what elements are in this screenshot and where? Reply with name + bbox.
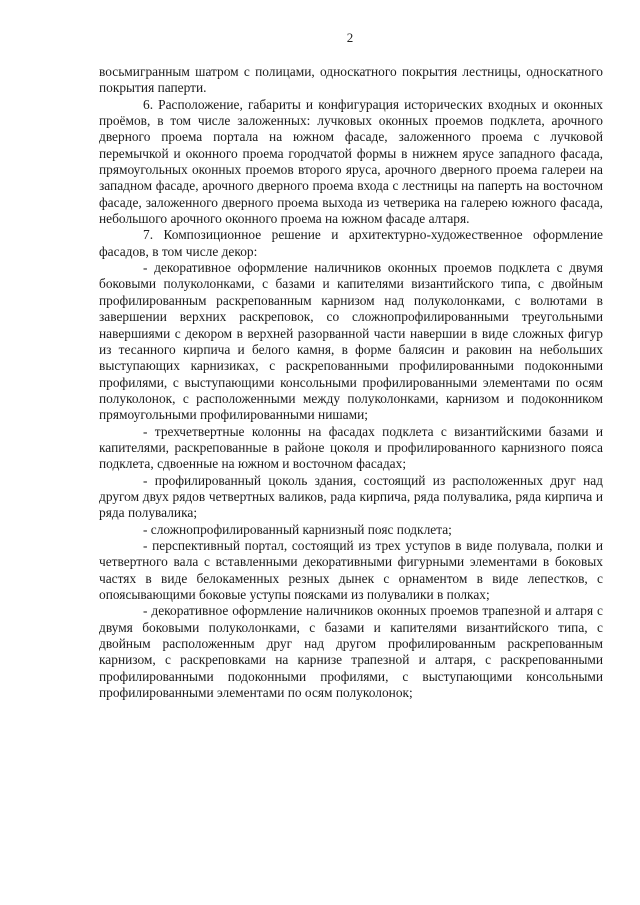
paragraph: - трехчетвертные колонны на фасадах подклета с византийскими базами и капителями, раскрепованные в районе цоколя и профилированного карнизного пояса подклета, сдвоенные на южном и восточном фасадах; bbox=[99, 423, 603, 472]
paragraph: 6. Расположение, габариты и конфигурация исторических входных и оконных проёмов, в том числе заложенных: лучковых оконных проемов подклета, арочного дверного проема портала на южном фасаде, заложенного проема с лучковой перемычкой и оконного проема городчатой формы в нижнем ярусе западного фасада, прямоугольных оконных проемов второго яруса, арочного дверного проема галереи на западном фасаде, арочного дверного проема входа с лестницы на паперть на восточном фасаде, заложенного дверного проема выхода из четверика на галерею южного фасада, небольшого арочного оконного проема на южном фасаде алтаря. bbox=[99, 96, 603, 227]
paragraph: - профилированный цоколь здания, состоящий из расположенных друг над другом двух рядов четвертных валиков, рада кирпича, ряда полувалика, ряда кирпича и ряда полувалика; bbox=[99, 472, 603, 521]
paragraph: - декоративное оформление наличников оконных проемов трапезной и алтаря с двумя боковыми полуколонками, с базами и капителями византийского типа, с двойным расположенным друг над другом профилированным раскрепованным карнизом, с раскреповками на карнизе трапезной и алтаря, с раскрепованными профилированными подоконными профилями, с выступающими консольными профилированными элементами по осям полуколонок; bbox=[99, 603, 603, 701]
paragraph: восьмигранным шатром с полицами, односкатного покрытия лестницы, односкатного покрытия паперти. bbox=[99, 64, 603, 96]
paragraph: - перспективный портал, состоящий из трех уступов в виде полувала, полки и четвертного вала с вставленными декоративными фигурными элементами в боковых частях в виде белокаменных резных дынек с орнаментом в виде лепестков, с опоясывающими боковые уступы поясками из полувалики в полках; bbox=[99, 537, 603, 602]
paragraph: 7. Композиционное решение и архитектурно-художественное оформление фасадов, в том числе декор: bbox=[99, 227, 603, 259]
paragraph: - сложнопрофилированный карнизный пояс подклета; bbox=[143, 521, 452, 537]
body-text bbox=[99, 64, 603, 701]
page-number: 2 bbox=[346, 30, 354, 45]
paragraph: - декоративное оформление наличников оконных проемов подклета с двумя боковыми полуколонками, с базами и капителями византийского типа, с двойным профилированным раскрепованным карнизом над полуколонками, с волютами в завершении верхних раскреповок, со сложнопрофилированными треугольными навершиями с декором в верхней разорванной части навершии в виде сложных фигур из тесанного кирпича и белого камня, в форме балясин и раковин на небольших выступающих карнизиках, с раскрепованными профилированными подоконными профилями, с выступающими консольными профилированными элементами по осям полуколонок, с расположенными между полуколонками, карнизом и подоконником прямоугольными профилированными нишами; bbox=[99, 260, 603, 423]
